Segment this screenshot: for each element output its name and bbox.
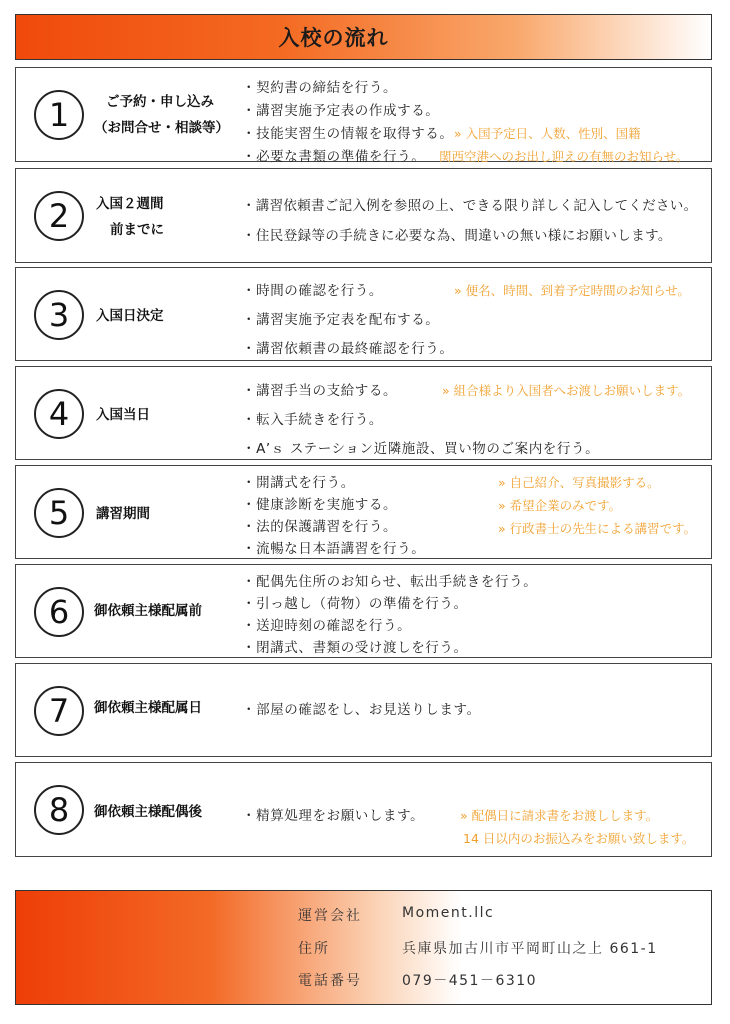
step-item: ・必要な書類の準備を行う。 xyxy=(242,149,426,165)
page-title: 入校の流れ xyxy=(278,26,389,50)
step-item: ・流暢な日本語講習を行う。 xyxy=(242,541,426,557)
step-item: ・閉講式、書類の受け渡しを行う。 xyxy=(242,640,468,656)
step-item: ・部屋の確認をし、お見送りします。 xyxy=(242,702,481,718)
step-item: ・送迎時刻の確認を行う。 xyxy=(242,618,412,634)
step-item: ・講習依頼書ご記入例を参照の上、できる限り詳しく記入してください。 xyxy=(242,198,698,214)
step-label: 入国当日 xyxy=(96,407,150,423)
step-note: 14 日以内のお振込みをお願い致します。 xyxy=(463,831,695,846)
step-item: ・A’ｓ ステーション近隣施設、買い物のご案内を行う。 xyxy=(242,441,600,457)
step-note: » 希望企業のみです。 xyxy=(498,498,622,513)
step-item: ・精算処理をお願いします。 xyxy=(242,808,425,824)
step-note: » 組合様より入国者へお渡しお願いします。 xyxy=(442,383,691,398)
step-number: 4 xyxy=(34,389,84,439)
step-number: 3 xyxy=(34,290,84,340)
step-item: ・講習実施予定表の作成する。 xyxy=(242,103,440,119)
step-label: 御依頼主様配属前 xyxy=(94,603,202,619)
step-number: 8 xyxy=(34,785,84,835)
phone-label: 電話番号 xyxy=(298,973,362,989)
phone-value: 079－451－6310 xyxy=(402,973,538,989)
company-label: 運営会社 xyxy=(298,908,362,924)
step-item: ・住民登録等の手続きに必要な為、間違いの無い様にお願いします。 xyxy=(242,228,672,244)
company-info-footer xyxy=(15,890,712,1005)
step-label: 入国２週間 前までに xyxy=(96,196,164,238)
step-label: ご予約・申し込み （お問合せ・相談等） xyxy=(94,94,229,136)
step-note: » 自己紹介、写真撮影する。 xyxy=(498,475,660,490)
step-label: 講習期間 xyxy=(96,506,150,522)
step-label: 御依頼主様配属日 xyxy=(94,700,202,716)
step-note: 関西空港へのお出し迎えの有無のお知らせ。 xyxy=(439,149,689,164)
address-label: 住所 xyxy=(298,941,330,957)
step-2 xyxy=(15,168,712,263)
address-value: 兵庫県加古川市平岡町山之上 661-1 xyxy=(402,941,658,957)
step-number: 7 xyxy=(34,686,84,736)
step-item: ・法的保護講習を行う。 xyxy=(242,519,398,535)
step-8 xyxy=(15,762,712,857)
step-item: ・健康診断を実施する。 xyxy=(242,497,398,513)
step-3 xyxy=(15,267,712,361)
step-note: » 便名、時間、到着予定時間のお知らせ。 xyxy=(454,283,690,298)
step-4 xyxy=(15,366,712,460)
step-5 xyxy=(15,465,712,559)
step-item: ・開講式を行う。 xyxy=(242,475,355,491)
title-bar xyxy=(15,14,712,60)
step-6 xyxy=(15,564,712,658)
step-item: ・転入手続きを行う。 xyxy=(242,412,383,428)
step-item: ・配偶先住所のお知らせ、転出手続きを行う。 xyxy=(242,574,538,590)
step-number: 1 xyxy=(34,90,84,140)
step-item: ・講習実施予定表を配布する。 xyxy=(242,312,440,328)
step-note: » 行政書士の先生による講習です。 xyxy=(498,521,697,536)
step-item: ・引っ越し（荷物）の準備を行う。 xyxy=(242,596,468,612)
step-item: ・技能実習生の情報を取得する。 xyxy=(242,126,454,142)
step-label: 御依頼主様配偶後 xyxy=(94,804,202,820)
step-item: ・契約書の締結を行う。 xyxy=(242,80,398,96)
step-note: » 配偶日に請求書をお渡しします。 xyxy=(460,808,659,823)
step-item: ・講習依頼書の最終確認を行う。 xyxy=(242,341,454,357)
step-number: 5 xyxy=(34,488,84,538)
step-number: 2 xyxy=(34,191,84,241)
step-note: » 入国予定日、人数、性別、国籍 xyxy=(454,126,641,141)
company-value: Moment.llc xyxy=(402,905,495,921)
step-7 xyxy=(15,663,712,757)
step-1 xyxy=(15,67,712,165)
step-item: ・講習手当の支給する。 xyxy=(242,383,398,399)
step-label: 入国日決定 xyxy=(96,308,164,324)
step-item: ・時間の確認を行う。 xyxy=(242,283,383,299)
step-number: 6 xyxy=(34,587,84,637)
